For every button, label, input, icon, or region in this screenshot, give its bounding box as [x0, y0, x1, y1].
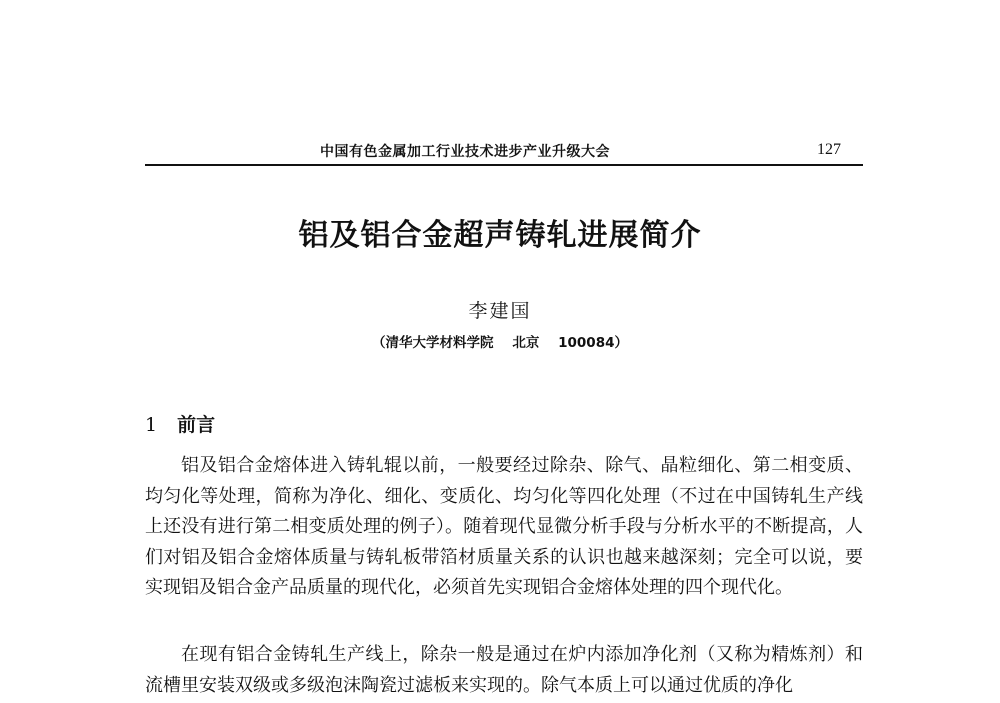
conference-title: 中国有色金属加工行业技术进步产业升级大会 [320, 144, 610, 160]
page-number: 127 [817, 141, 841, 158]
body-paragraph: 在现有铝合金铸轧生产线上，除杂一般是通过在炉内添加净化剂（又称为精炼剂）和流槽里安装双级或多级泡沫陶瓷过滤板来实现的。除气本质上可以通过优质的净化 [145, 644, 863, 696]
running-header [145, 138, 863, 166]
section-heading [145, 410, 215, 437]
author-affiliation: （清华大学材料学院 北京 100084） [372, 335, 628, 351]
article-title: 铝及铝合金超声铸轧进展简介 [298, 218, 702, 253]
section-number: 1 [145, 414, 158, 436]
section-title: 前言 [177, 414, 216, 436]
body-paragraph: 铝及铝合金熔体进入铸轧辊以前，一般要经过除杂、除气、晶粒细化、第二相变质、均匀化等处理，简称为净化、细化、变质化、均匀化等四化处理（不过在中国铸轧生产线上还没有进行第二相变质处理的例子）。随着现代显微分析手段与分析水平的不断提高，人们对铝及铝合金熔体质量与铸轧板带箔材质量关系的认识也越来越深刻；完全可以说，要实现铝及铝合金产品质量的现代化，必须首先实现铝合金熔体处理的四个现代化。 [145, 455, 863, 598]
author-name: 李建国 [468, 300, 532, 322]
